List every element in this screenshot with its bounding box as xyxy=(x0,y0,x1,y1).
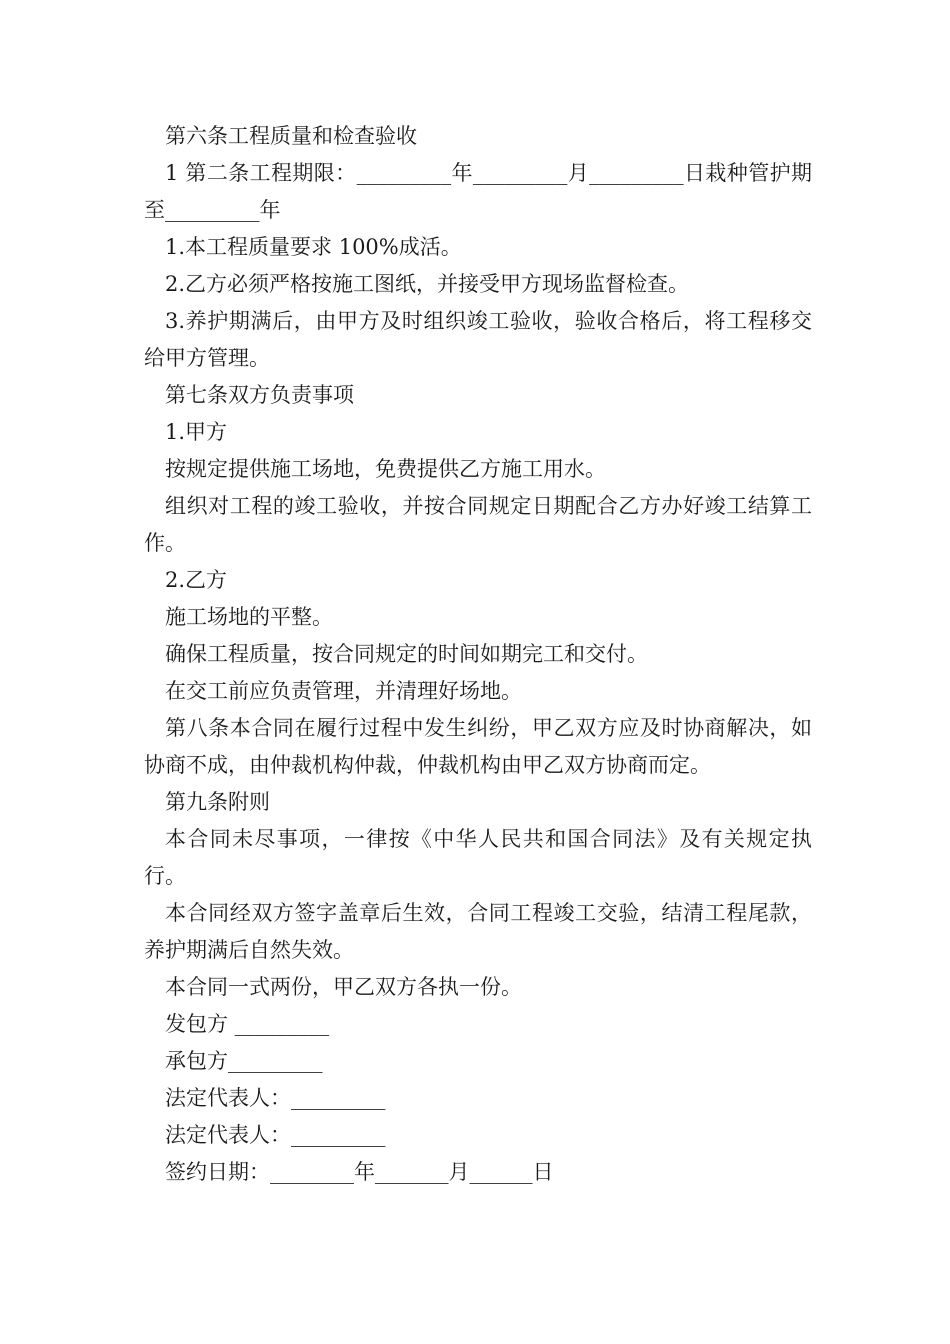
document-page xyxy=(144,118,812,1191)
party-b-heading: 2.乙方 xyxy=(165,568,228,592)
party-a-duty-acceptance: 组织对工程的竣工验收，并按合同规定日期配合乙方办好竣工结算工作。 xyxy=(144,494,812,555)
party-b-duty-quality: 确保工程质量，按合同规定的时间如期完工和交付。 xyxy=(165,642,648,666)
section-8-dispute-clause: 第八条本合同在履行过程中发生纠纷，甲乙双方应及时协商解决，如协商不成，由仲裁机构仲裁，仲裁机构由甲乙双方协商而定。 xyxy=(144,716,812,777)
construction-period-clause: 1 第二条工程期限：_________年_________月_________日栽种管护期至_________年 xyxy=(144,161,812,222)
section-6-heading: 第六条工程质量和检查验收 xyxy=(165,124,417,148)
signing-date-line: 签约日期：________年_______月______日 xyxy=(165,1160,554,1184)
employer-signature-line: 发包方 _________ xyxy=(165,1012,330,1036)
section-7-heading: 第七条双方负责事项 xyxy=(165,383,354,407)
party-a-heading: 1.甲方 xyxy=(165,420,228,444)
effectiveness-clause: 本合同经双方签字盖章后生效，合同工程竣工交验，结清工程尾款，养护期满后自然失效。 xyxy=(144,901,812,962)
party-a-duty-site: 按规定提供施工场地，免费提供乙方施工用水。 xyxy=(165,457,606,481)
acceptance-item: 3.养护期满后，由甲方及时组织竣工验收，验收合格后，将工程移交给甲方管理。 xyxy=(144,309,812,370)
section-9-heading: 第九条附则 xyxy=(165,790,270,814)
contractor-signature-line: 承包方_________ xyxy=(165,1049,323,1073)
construction-drawing-item: 2.乙方必须严格按施工图纸，并接受甲方现场监督检查。 xyxy=(165,272,690,296)
unresolved-matters-clause: 本合同未尽事项，一律按《中华人民共和国合同法》及有关规定执行。 xyxy=(144,827,812,888)
party-b-duty-management: 在交工前应负责管理，并清理好场地。 xyxy=(165,679,522,703)
copies-clause: 本合同一式两份，甲乙双方各执一份。 xyxy=(165,975,522,999)
legal-representative-line-1: 法定代表人：_________ xyxy=(165,1086,386,1110)
party-b-duty-leveling: 施工场地的平整。 xyxy=(165,605,333,629)
quality-requirement-item: 1.本工程质量要求 100%成活。 xyxy=(165,235,462,259)
legal-representative-line-2: 法定代表人：_________ xyxy=(165,1123,386,1147)
